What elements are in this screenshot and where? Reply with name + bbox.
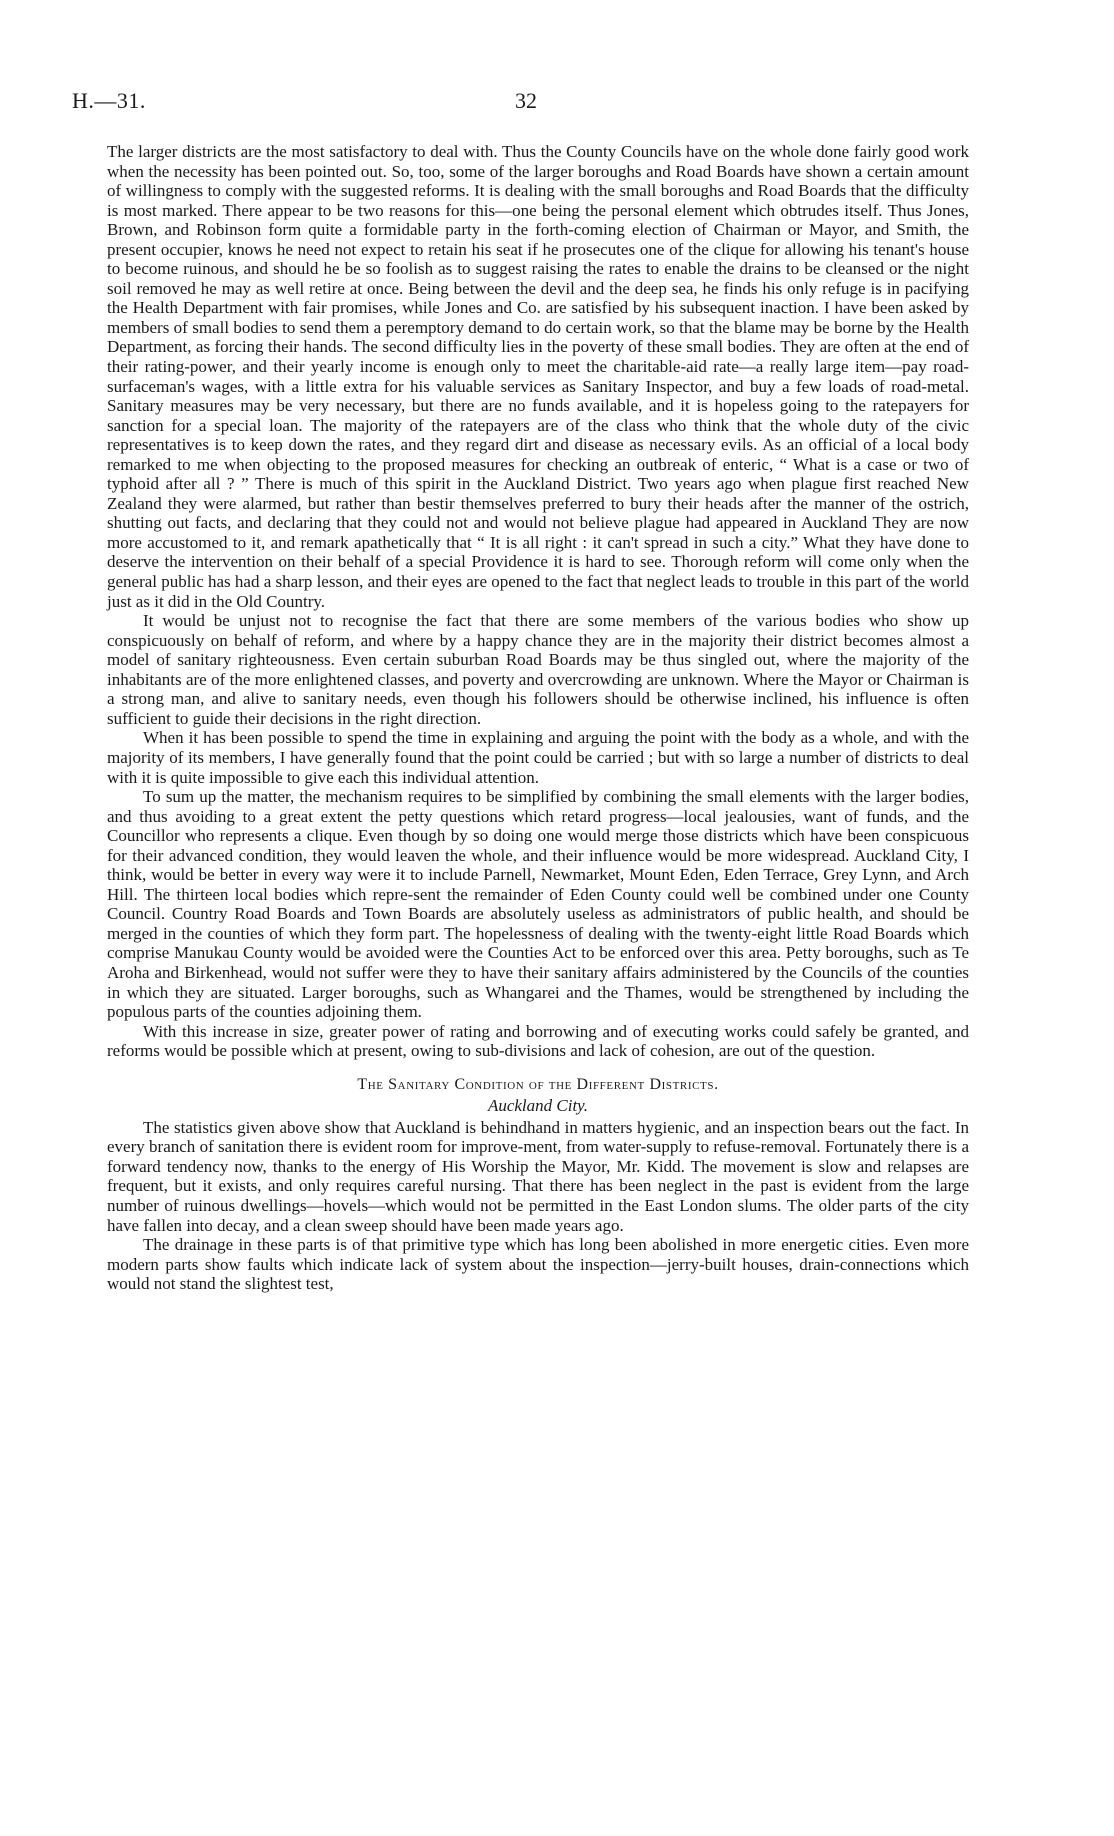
paragraph: The drainage in these parts is of that primitive type which has long been abolished in more energetic cities. Even more modern parts show faults which indicate lack of system about the inspection—jerry-built houses, drain-connections which would not stand the slightest test, [107, 1235, 969, 1294]
paragraph: To sum up the matter, the mechanism requires to be simplified by combining the small elements with the larger bodies, and thus avoiding to a great extent the petty questions which retard progress—local jealousies, want of funds, and the Councillor who represents a clique. Even though by so doing one would merge those districts which have been conspicuous for their advanced condition, they would leaven the whole, and their influence would be more widespread. Auckland City, I think, would be better in every way were it to include Parnell, Newmarket, Mount Eden, Eden Terrace, Grey Lynn, and Arch Hill. The thirteen local bodies which repre-sent the remainder of Eden County could well be combined under one County Council. Country Road Boards and Town Boards are absolutely useless as administrators of public health, and should be merged in the counties of which they form part. The hopelessness of dealing with the twenty-eight little Road Boards which comprise Manukau County would be avoided were the Counties Act to be enforced over this area. Petty boroughs, such as Te Aroha and Birkenhead, would not suffer were they to have their sanitary affairs administered by the Councils of the counties in which they are situated. Larger boroughs, such as Whangarei and the Thames, would be strengthened by including the populous parts of the counties adjoining them. [107, 787, 969, 1022]
paragraph: With this increase in size, greater power of rating and borrowing and of executing works could safely be granted, and reforms would be possible which at present, owing to sub-divisions and lack of cohesion, are out of the question. [107, 1021, 969, 1061]
paragraph: When it has been possible to spend the time in explaining and arguing the point with the body as a whole, and with the majority of its members, I have generally found that the point could be carried ; but with so large a number of districts to deal with it is quite impossible to give each this individual attention. [107, 728, 969, 787]
page-number: 32 [515, 88, 537, 113]
page-header [72, 88, 972, 118]
paragraph: The statistics given above show that Auckland is behindhand in matters hygienic, and an inspection bears out the fact. In every branch of sanitation there is evident room for improve-ment, from water-supply to refuse-removal. Fortunately there is a forward tendency now, thanks to the energy of His Worship the Mayor, Mr. Kidd. The movement is slow and relapses are frequent, but it exists, and only requires careful nursing. That there has been neglect in the past is evident from the large number of ruinous dwellings—hovels—which would not be permitted in the East London slums. The older parts of the city have fallen into decay, and a clean sweep should have been made years ago. [107, 1117, 969, 1235]
paragraph: It would be unjust not to recognise the fact that there are some members of the various bodies who show up conspicuously on behalf of reform, and where by a happy chance they are in the majority their district becomes almost a model of sanitary righteousness. Even certain suburban Road Boards may be thus singled out, where the majority of the inhabitants are of the more enlightened classes, and poverty and overcrowding are unknown. Where the Mayor or Chairman is a strong man, and alive to sanitary needs, even though his followers should be otherwise inclined, his influence is often sufficient to guide their decisions in the right direction. [107, 611, 969, 728]
section-subheading: Auckland City. [487, 1096, 589, 1116]
section-heading: The Sanitary Condition of the Different Districts. [357, 1075, 719, 1093]
paragraph: The larger districts are the most satisfactory to deal with. Thus the County Councils have on the whole done fairly good work when the necessity has been pointed out. So, too, some of the larger boroughs and Road Boards have shown a certain amount of willingness to comply with the suggested reforms. It is dealing with the small boroughs and Road Boards that the difficulty is most marked. There appear to be two reasons for this—one being the personal element which obtrudes itself. Thus Jones, Brown, and Robinson form quite a formidable party in the forth-coming election of Chairman or Mayor, and Smith, the present occupier, knows he need not expect to retain his seat if he prosecutes one of the clique for allowing his tenant's house to become ruinous, and should he be so foolish as to suggest raising the rates to enable the drains to be cleansed or the night soil removed he may as well retire at once. Being between the devil and the deep sea, he finds his only refuge is in pacifying the Health Department with fair promises, while Jones and Co. are satisfied by his subsequent inaction. I have been asked by members of small bodies to send them a peremptory demand to do certain work, so that the blame may be borne by the Health Department, as forcing their hands. The second difficulty lies in the poverty of these small bodies. They are often at the end of their rating-power, and their yearly income is enough only to meet the charitable-aid rate—a really large item—pay road-surfaceman's wages, with a little extra for his valuable services as Sanitary Inspector, and buy a few loads of road-metal. Sanitary measures may be very necessary, but there are no funds available, and it is hopeless going to the ratepayers for sanction for a special loan. The majority of the ratepayers are of the class who think that the whole duty of the civic representatives is to keep down the rates, and they regard dirt and disease as necessary evils. As an official of a local body remarked to me when objecting to the proposed measures for checking an outbreak of enteric, “ What is a case or two of typhoid after all ? ” There is much of this spirit in the Auckland District. Two years ago when plague first reached New Zealand they were alarmed, but rather than bestir themselves preferred to bury their heads after the manner of the ostrich, shutting out facts, and declaring that they could not and would not believe plague had appeared in Auckland They are now more accustomed to it, and remark apathetically that “ It is all right : it can't spread in such a city.” What they have done to deserve the intervention on their behalf of a special Providence it is hard to see. Thorough reform will come only when the general public has had a sharp lesson, and their eyes are opened to the fact that neglect leads to trouble in this part of the world just as it did in the Old Country. [107, 142, 969, 611]
body-text [107, 142, 969, 1294]
document-reference: H.—31. [72, 88, 146, 113]
